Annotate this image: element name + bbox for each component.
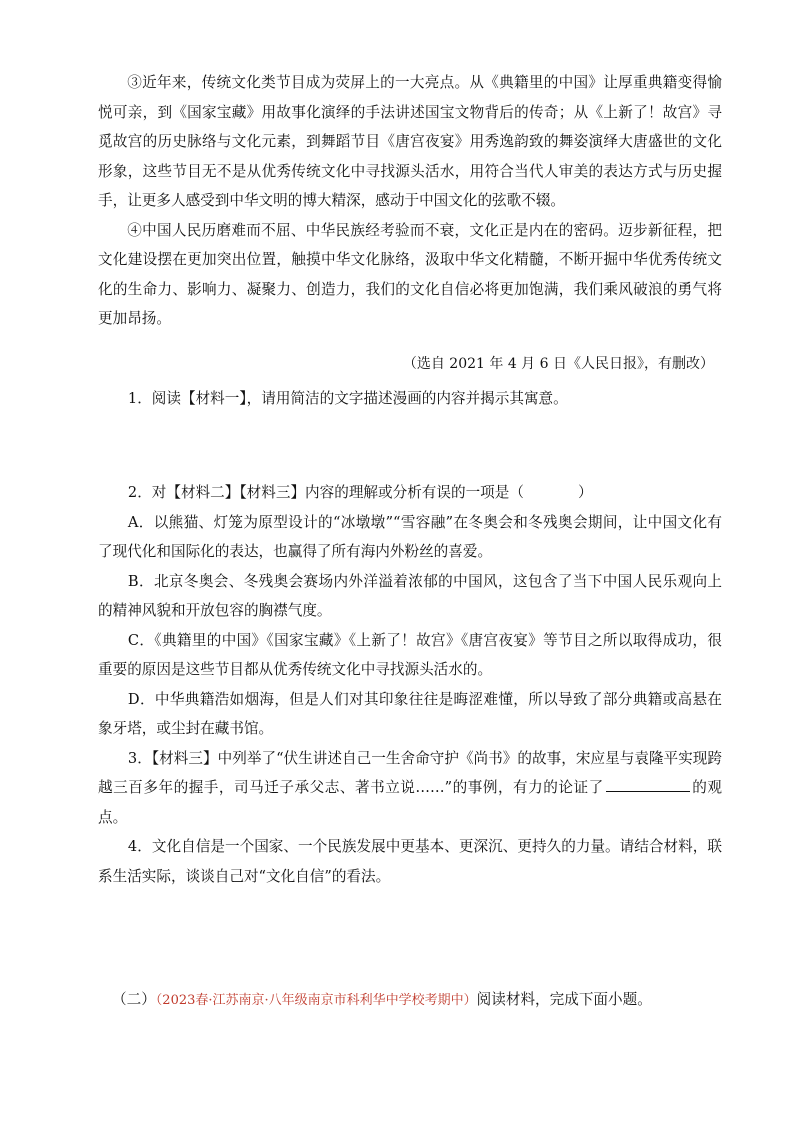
paragraph-3: ③近年来，传统文化类节目成为荧屏上的一大亮点。从《典籍里的中国》让厚重典籍变得愉悦可亲，到《国家宝藏》用故事化演绎的手法讲述国宝文物背后的传奇；从《上新了！故宫》寻觅故宫的历史脉络与文化元素，到舞蹈节目《唐宫夜宴》用秀逸韵致的舞姿演绎大唐盛世的文化形象，这些节目无不是从优秀传统文化中寻找源头活水，用符合当代人审美的表达方式与历史握手，让更多人感受到中华文明的博大精深，感动于中国文化的弦歌不辍。 xyxy=(98,74,722,209)
fill-in-blank[interactable] xyxy=(606,777,690,792)
question-2 xyxy=(98,478,722,891)
question-2-stem-text: 2．对【材料二】【材料三】内容的理解或分析有误的一项是（ xyxy=(127,484,524,501)
passage-body xyxy=(98,68,722,334)
section-instruction: 阅读材料，完成下面小题。 xyxy=(476,991,652,1008)
option-b: B．北京冬奥会、冬残奥会赛场内外洋溢着浓郁的中国风，这包含了当下中国人民乐观向上的精神风貌和开放包容的胸襟气度。 xyxy=(98,572,722,619)
question-2-paren-close: ） xyxy=(577,484,593,501)
option-c: C．《典籍里的中国》《国家宝藏》《上新了！故宫》《唐宫夜宴》等节目之所以取得成功，很重要的原因是这些节目都从优秀传统文化中寻找源头活水的。 xyxy=(98,631,722,678)
option-a: A．以熊猫、灯笼为原型设计的“冰墩墩”“雪容融”在冬奥会和冬残奥会期间，让中国文化有了现代化和国际化的表达，也赢得了所有海内外粉丝的喜爱。 xyxy=(98,513,722,560)
section-header xyxy=(98,988,652,1013)
paragraph-4: ④中国人民历磨难而不屈、中华民族经考验而不衰，文化正是内在的密码。迈步新征程，把文化建设摆在更加突出位置，触摸中华文化脉络，汲取中华文化精髓，不断开掘中华优秀传统文化的生命力、影响力、凝聚力、创造力，我们的文化自信必将更加饱满，我们乘风破浪的勇气将更加昂扬。 xyxy=(98,221,722,327)
section-label: （二） xyxy=(112,991,156,1008)
option-d: D．中华典籍浩如烟海，但是人们对其印象往往是晦涩难懂，所以导致了部分典籍或高悬在象牙塔，或尘封在藏书馆。 xyxy=(98,690,722,737)
question-1-text: 1．阅读【材料一】，请用简洁的文字描述漫画的内容并揭示其寓意。 xyxy=(127,390,568,407)
section-source-tag: （2023春·江苏南京·八年级南京市科利华中学校考期中） xyxy=(155,993,477,1008)
question-4: 4．文化自信是一个国家、一个民族发展中更基本、更深沉、更持久的力量。请结合材料，联系生活实际，谈谈自己对“文化自信”的看法。 xyxy=(98,838,722,885)
question-3 xyxy=(98,744,722,833)
question-1 xyxy=(98,384,722,414)
question-2-stem xyxy=(98,478,722,508)
question-3-text: 3．【材料三】中列举了“伏生讲述自己一生舍命守护《尚书》的故事，宋应星与袁隆平实现跨越三百多年的握手，司马迁子承父志、著书立说……”的事例，有力的论证了 xyxy=(98,749,722,796)
passage-source: （选自 2021 年 4 月 6 日《人民日报》，有删改） xyxy=(402,356,714,372)
question-3-tail: 的观点。 xyxy=(98,779,722,826)
